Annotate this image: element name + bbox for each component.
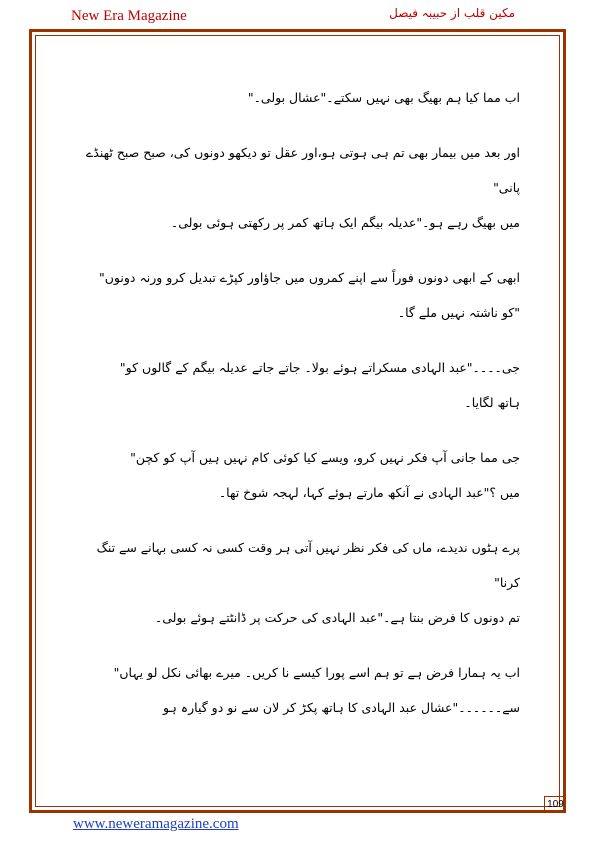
paragraph: اب یہ ہمارا فرض ہے تو ہم اسے پورا کیسے نا کریں۔ میرے بھائی نکل لو یہاں" سے۔۔۔۔۔۔"عشال عبد الہادی کا ہاتھ پکڑ کر لان سے نو دو گیارہ ہو	[113, 665, 520, 715]
paragraph: ابھی کے ابھی دونوں فوراً سے اپنے کمروں میں جاؤاور کپڑے تبدیل کرو ورنہ دونوں" "کو ناشتہ نہیں ملے گا۔	[99, 270, 520, 320]
paragraph: جی مما جانی آپ فکر نہیں کرو، ویسے کیا کوئی کام نہیں ہیں آپ کو کچن" میں ؟"عبد الہادی نے آنکھ مارتے ہوئے کہا، لہجہ شوخ تھا۔	[130, 450, 520, 500]
story-title: مکین قلب از حبیبہ فیصل	[389, 6, 515, 20]
paragraph: پرے ہٹوں ندیدے، ماں کی فکر نظر نہیں آتی ہر وقت کسی نہ کسی بہانے سے تنگ کرنا" تم دونوں کا فرض بنتا ہے۔"عبد الہادی کی حرکت پر ڈانٹتے ہوئے بولی۔	[96, 540, 520, 625]
paragraph: جی۔۔۔۔"عبد الہادی مسکراتے ہوئے بولا۔ جاتے جاتے عدیلہ بیگم کے گالوں کو" ہاتھ لگایا۔	[119, 360, 520, 410]
page-number: 109	[544, 796, 566, 813]
story-body	[80, 80, 520, 745]
paragraph: اب مما کیا ہم بھیگ بھی نہیں سکتے۔"عشال بولی۔"	[247, 90, 520, 105]
website-link[interactable]: www.neweramagazine.com	[73, 816, 239, 832]
paragraph: اور بعد میں بیمار بھی تم ہی ہوتی ہو،اور عقل تو دیکھو دونوں کی، صبح صبح ٹھنڈے پانی" میں بھیگ رہے ہو۔"عدیلہ بیگم ایک ہاتھ کمر پر رکھتی ہوئی بولی۔	[85, 145, 520, 230]
magazine-name: New Era Magazine	[71, 8, 187, 24]
